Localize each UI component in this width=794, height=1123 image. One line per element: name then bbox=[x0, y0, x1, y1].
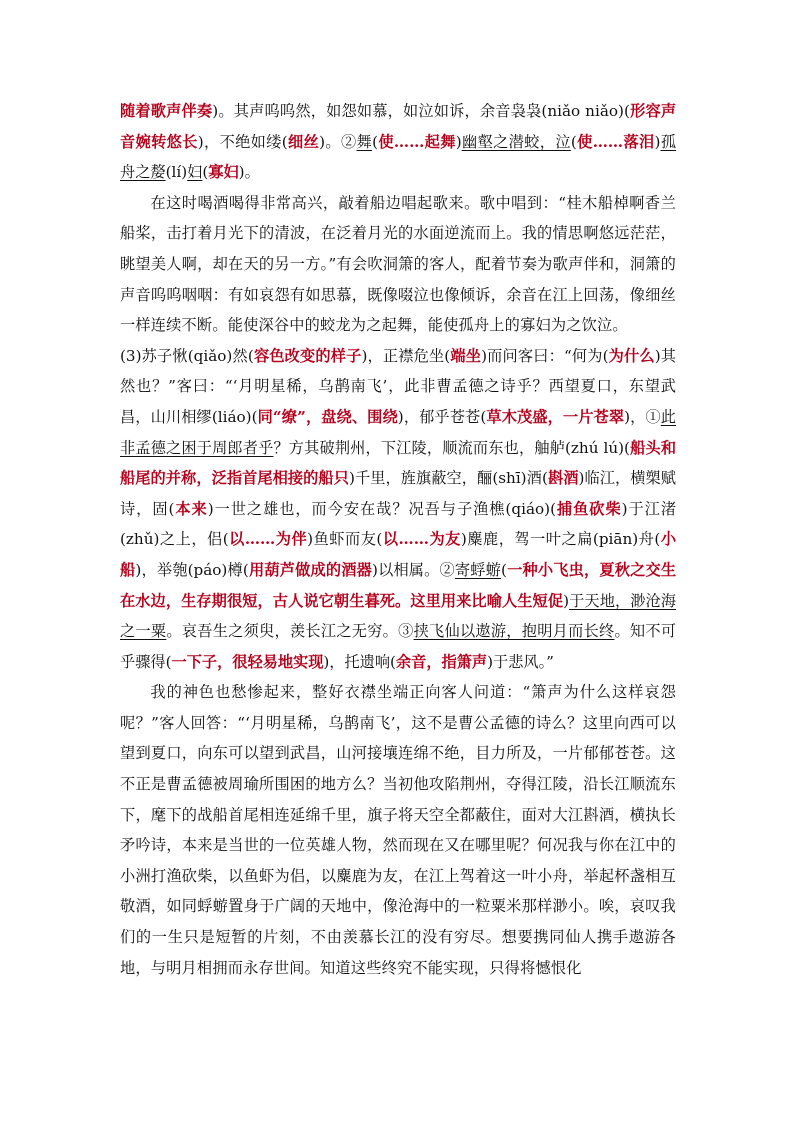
original-text: )，举匏(páo)樽( bbox=[135, 560, 249, 579]
original-text: )，郁乎苍苍( bbox=[397, 407, 487, 426]
original-text: )而问客曰：“何为( bbox=[481, 346, 609, 365]
original-text: )。其声呜呜然，如怨如慕，如泣如诉，余音袅袅(niǎo niǎo)( bbox=[212, 102, 630, 120]
original-text: ( bbox=[570, 132, 577, 151]
annotation-text: 草木茂盛，一片苍翠 bbox=[486, 407, 625, 426]
underlined-sentence: 挟飞仙以遨游，抱明月而长终 bbox=[413, 622, 615, 641]
annotation-text: 细丝 bbox=[287, 132, 320, 151]
annotation-text: 本来 bbox=[174, 499, 208, 518]
annotation-text: 斟酒 bbox=[547, 469, 579, 488]
annotation-text: 小船 bbox=[120, 530, 677, 579]
original-text: 。知不可乎骤得( bbox=[120, 622, 677, 671]
underlined-sentence: 妇 bbox=[187, 163, 203, 182]
annotation-text: 使……起舞 bbox=[378, 132, 456, 151]
original-text: )，托遗响( bbox=[323, 652, 396, 671]
original-text: )。② bbox=[319, 132, 357, 151]
annotation-text: 同“缭”，盘绕、围绕 bbox=[257, 407, 398, 426]
underlined-sentence: 于天地，渺沧海之一粟 bbox=[120, 591, 677, 641]
document-page bbox=[120, 96, 676, 983]
original-text: )。 bbox=[238, 163, 260, 182]
original-text: )，① bbox=[624, 407, 661, 426]
annotation-text: 容色改变的样子 bbox=[253, 346, 362, 365]
original-text: )千里，旌旗蔽空，酾(shī)酒( bbox=[348, 469, 548, 488]
annotation-text: 寡妇 bbox=[208, 163, 239, 182]
annotation-text: 形容声音婉转悠长 bbox=[120, 102, 677, 151]
original-text: ( bbox=[202, 163, 209, 182]
annotation-text: 为什么 bbox=[608, 346, 655, 365]
original-text: )，不绝如缕( bbox=[197, 132, 288, 151]
original-text: (3)苏子愀(qiǎo)然( bbox=[120, 346, 254, 365]
translation-paragraph-2: 我的神色也愁惨起来，整好衣襟坐端正向客人问道：“箫声为什么这样哀怨呢？”客人回答：“‘月明星稀，乌鹊南飞’，这不是曹公孟德的诗么？这里向西可以望到夏口，向东可以望到武昌，山河接壤连绵不绝，目力所及，一片郁郁苍苍。这不正是曹孟德被周瑜所围困的地方么？当初他攻陷荆州，夺得江陵，沿长江顺流东下，麾下的战船首尾相连延绵千里，旗子将天空全都蔽住，面对大江斟酒，横执长矛吟诗，本来是当世的一位英雄人物，然而现在又在哪里呢？何况我与你在江中的小洲打渔砍柴，以鱼虾为侣，以麋鹿为友，在江上驾着这一叶小舟，举起杯盏相互敬酒，如同蜉蝣置身于广阔的天地中，像沧海中的一粒粟米那样渺小。唉，哀叹我们的一生只是短暂的片刻，不由羡慕长江的没有穷尽。想要携同仙人携手遨游各地，与明月相拥而永存世间。知道这些终究不能实现，只得将憾恨化 bbox=[120, 683, 676, 977]
original-text: 。哀吾生之须臾，羡长江之无穷。③ bbox=[166, 622, 414, 641]
annotation-text: 船头和船尾的并称，泛指首尾相接的船只 bbox=[120, 438, 677, 488]
original-text: )麋鹿，驾一叶之扁(piān)舟( bbox=[460, 530, 661, 549]
original-text: ( bbox=[501, 560, 507, 579]
original-text: )于江渚(zhǔ)之上，侣( bbox=[120, 499, 677, 549]
original-text: )鱼虾而友( bbox=[307, 530, 383, 549]
underlined-sentence: 此非孟德之困于周郎者乎 bbox=[120, 407, 676, 457]
annotation-text: 随着歌声伴奏 bbox=[120, 102, 213, 120]
annotated-paragraph-1 bbox=[120, 96, 676, 188]
original-text: )以相属。② bbox=[371, 560, 455, 579]
translation-paragraph-1: 在这时喝酒喝得非常高兴，敲着船边唱起歌来。歌中唱到：“桂木船棹啊香兰船桨，击打着月光下的清波，在泛着月光的水面逆流而上。我的情思啊悠远茫茫，眺望美人啊，却在天的另一方。”有会吹洞箫的客人，配着节奏为歌声伴和，洞箫的声音呜呜咽咽：有如哀怨有如思慕，既像啜泣也像倾诉，余音在江上回荡，像细丝一样连续不断。能使深谷中的蛟龙为之起舞，能使孤舟上的寡妇为之饮泣。 bbox=[120, 193, 676, 335]
underlined-sentence: 寄蜉蝣 bbox=[454, 560, 502, 579]
annotation-text: 捕鱼砍柴 bbox=[556, 499, 622, 518]
original-text: ) bbox=[455, 132, 462, 151]
original-text: ) bbox=[563, 591, 570, 610]
original-text: )临江，横槊赋诗，固( bbox=[120, 469, 676, 518]
original-text: ？方其破荆州，下江陵，顺流而东也，舳舻(zhú lú)( bbox=[273, 438, 630, 457]
original-text: (lí) bbox=[165, 163, 188, 182]
underlined-sentence: 舞 bbox=[356, 132, 373, 151]
annotated-paragraph-2 bbox=[120, 341, 676, 678]
original-text: ( bbox=[372, 132, 379, 151]
annotation-text: 以……为伴 bbox=[228, 530, 308, 549]
annotation-text: 使……落泪 bbox=[576, 132, 655, 151]
underlined-sentence: 幽壑之潜蛟，泣 bbox=[461, 132, 571, 151]
annotation-text: 用葫芦做成的酒器 bbox=[248, 560, 372, 579]
annotation-text: 端坐 bbox=[450, 346, 482, 365]
underlined-sentence: 孤舟之嫠 bbox=[120, 132, 677, 182]
annotation-text: 余音，指箫声 bbox=[395, 652, 488, 671]
original-text: )于悲风。” bbox=[487, 652, 554, 671]
annotation-text: 一种小飞虫，夏秋之交生在水边，生存期很短，古人说它朝生暮死。这里用来比喻人生短促 bbox=[120, 560, 677, 610]
original-text: ) bbox=[654, 132, 661, 151]
original-text: )一世之雄也，而今安在哉？况吾与子渔樵(qiáo)( bbox=[207, 499, 556, 518]
annotation-text: 以……为友 bbox=[382, 530, 461, 549]
original-text: )其然也？”客曰：“‘月明星稀，乌鹊南飞’，此非曹孟德之诗乎？西望夏口，东望武昌，山川相缪(liáo)( bbox=[120, 346, 676, 426]
annotation-text: 一下子，很轻易地实现 bbox=[171, 652, 324, 671]
original-text: )，正襟危坐( bbox=[361, 346, 451, 365]
